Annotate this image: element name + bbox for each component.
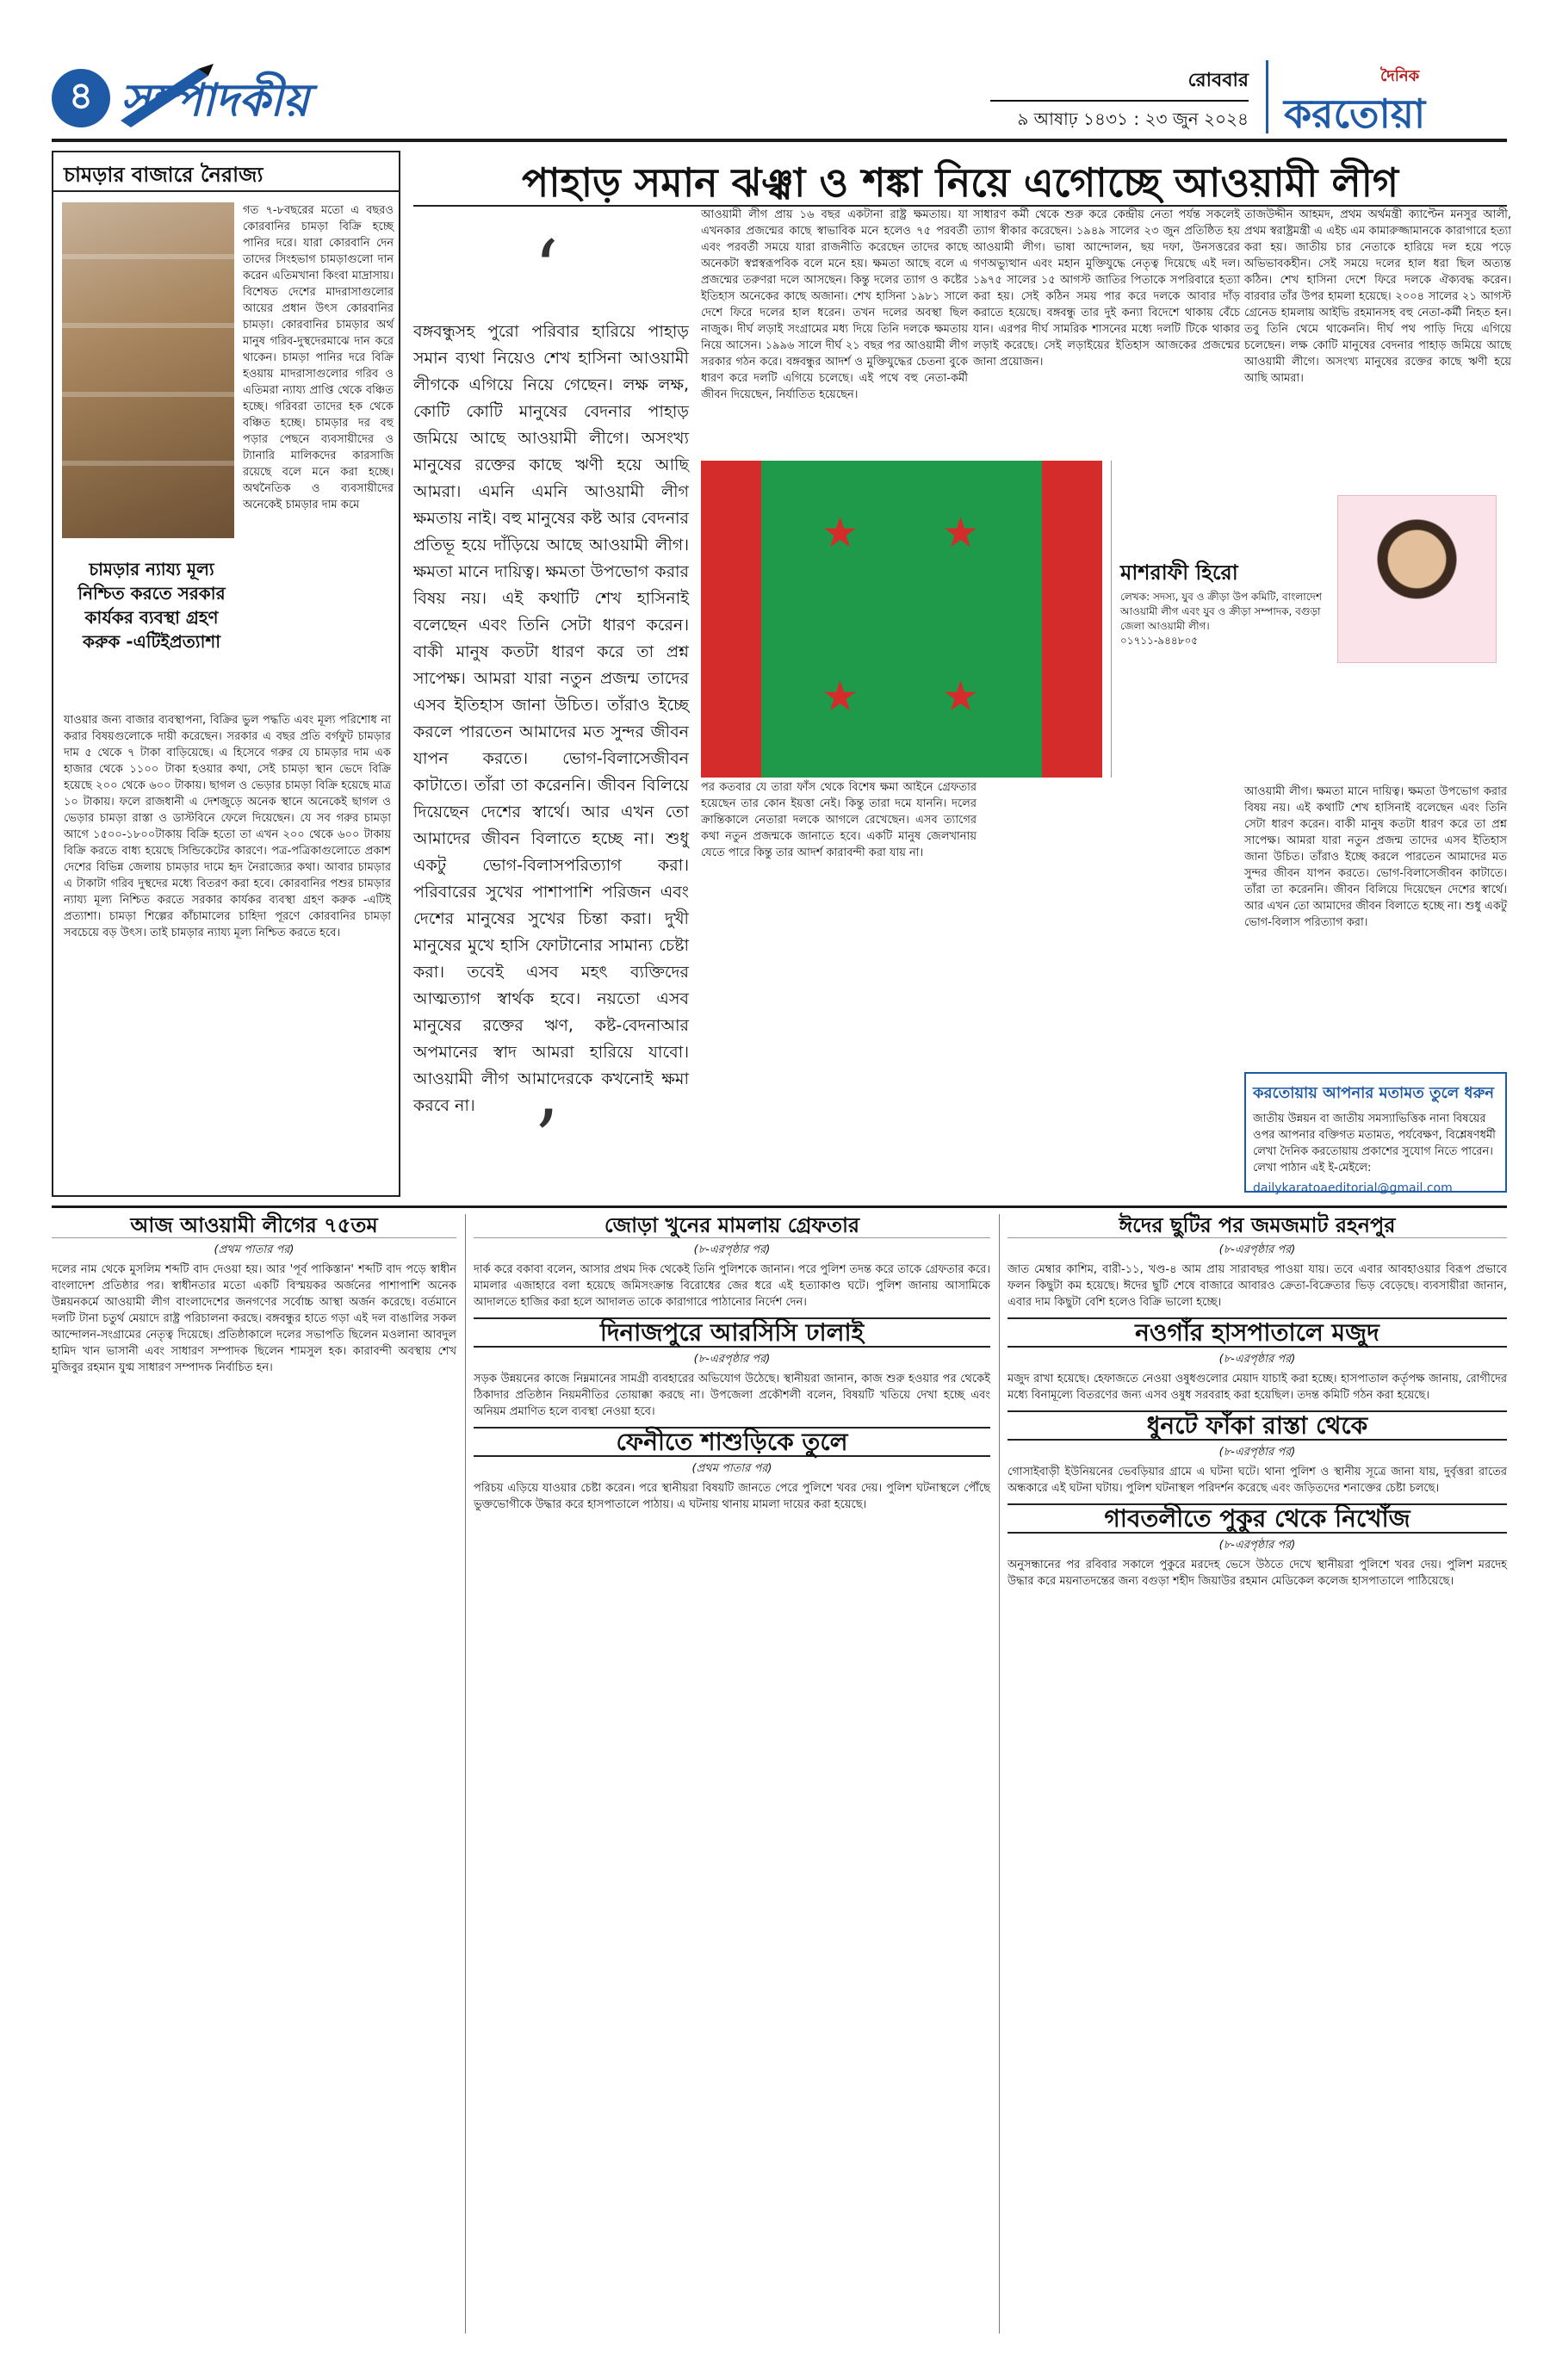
opinion-email-link[interactable]: dailykaratoaeditorial@gmail.com (1253, 1181, 1453, 1195)
leather-photo (62, 202, 234, 538)
date-day: রোববার (990, 65, 1249, 102)
sidebar-top-text: গত ৭-৮বছরের মতো এ বছরও কোরবানির চামড়া বিক্রি হচ্ছে পানির দরে। যারা কোরবানি দেন তাদের সিংহভাগ চামড়াগুলো দান করেন এতিমখানা কিংবা মাদ্রাসায়। বিশেষত দেশের মাদরাসাগুলোর আয়ের প্রধান উৎস কোরবানির চামড়া। কোরবানির চামড়ার অর্থ মানুষ গরিব-দুস্থদেরমাঝে দান করে থাকেন। চামড়া পানির দরে বিক্রি হওয়ায় মাদরাসাগুলোর গরিব ও এতিমরা ন্যায্য প্রাপ্তি থেকে বঞ্চিত হচ্ছে। গরিবরা তাদের হক থেকে বঞ্চিত হচ্ছে। চামড়ার দর বহু পড়ার পেছনে ব্যবসায়ীদের ও ট্যানারি মালিকদের কারসাজি রয়েছে বলে মনে করা হচ্ছে। অথনৈতিক ও ব্যবসায়ীদের অনেকেই চামড়ার দাম কমে (243, 204, 394, 511)
star-icon: ★ (942, 672, 980, 721)
news-column-3 (1008, 1214, 1507, 1590)
sidebar-editorial (52, 151, 400, 1197)
party-flag-image (701, 461, 1102, 778)
news-continuation-note: (৮-এরপৃষ্ঠার পর) (1218, 1353, 1296, 1366)
news-headline: আজ আওয়ামী লীগের ৭৫তম (52, 1214, 456, 1238)
column-divider (999, 1214, 1000, 2334)
star-icon: ★ (822, 509, 859, 557)
pull-quote-text: বঙ্গবন্ধুসহ পুরো পরিবার হারিয়ে পাহাড় সমান ব্যথা নিয়েও শেখ হাসিনা আওয়ামী লীগকে এগিয়ে নিয়ে গেছেন। লক্ষ লক্ষ, কোটি কোটি মানুষের বেদনার পাহাড় জমিয়ে আছে আওয়ামী লীগে। অসংখ্য মানুষের রক্তের কাছে ঋণী হয়ে আছি আমরা। এমনি এমনি আওয়ামী লীগ ক্ষমতায় নাই। বহু মানুষের কষ্ট আর বেদনার প্রতিভূ হয়ে দাঁড়িয়ে আছে আওয়ামী লীগ। ক্ষমতা মানে দায়িত্ব। ক্ষমতা উপভোগ করার বিষয় নয়। এই কথাটি শেখ হাসিনাই বলেছেন এবং তিনি সেটা ধারণ করেন। বাকী মানুষ কতটা ধারণ করে তা প্রশ্ন সাপেক্ষ। আমরা যারা নতুন প্রজন্ম তাদের এসব ইতিহাস জানা উচিত। তাঁরাও ইচ্ছে করলে পারতেন আমাদের মত সুন্দর জীবন যাপন করতে। ভোগ-বিলাসেজীবন কাটাতে। তাঁরা তা করেননি। জীবন বিলিয়ে দিয়েছেন দেশের স্বার্থে। আর এখন তো আমাদের জীবন বিলাতে হচ্ছে না। শুধু একটু ভোগ-বিলাসপরিত্যাগ করা। পরিবারের সুখের পাশাপাশি পরিজন এবং দেশের মানুষের সুখের চিন্তা করা। দুখী মানুষের মুখে হাসি ফোটানোর সামান্য চেষ্টা করা। তবেই এসব মহৎ ব্যক্তিদের আত্মত্যাগ স্বার্থক হবে। নয়তো এসব মানুষের রক্তের ঋণ, কষ্ট-বেদনাআর অপমানের স্বাদ আমরা হারিয়ে যাবো। আওয়ামী লীগ আমাদেরকে কখনোই ক্ষমা করবে না। (413, 322, 689, 1115)
opinion-box (1244, 1072, 1507, 1193)
opinion-body: জাতীয় উন্নয়ন বা জাতীয় সমস্যাভিত্তিক নানা বিষয়ের ওপর আপনার বক্তিগত মতামত, পর্যবেক্ষণ, বিশ্লেষণধর্মী লেখা দৈনিক করতোয়ায় প্রকাশের সুযোগ নিতে পারেন। লেখা পাঠান এই ই-মেইলে: (1253, 1113, 1496, 1175)
article-continuation: পর কতবার যে তারা ফাঁস থেকে বিশেষ ক্ষমা আইনে গ্রেফতার হয়েছেন তার কোন ইয়ত্তা নেই। কিন্তু তারা দমে যাননি। দলের ক্রান্তিকালে নেতারা দলকে আগলে রেখেছেন। এসব ত্যাগের কথা নতুন প্রজন্মকে জানাতে হবে। একটি মানুষ জেলখানায় যেতে পারে কিন্তু তার আদর্শ কারাবন্দী করা যায় না। (701, 781, 976, 859)
news-headline: ঈদের ছুটির পর জমজমাট রহনপুর (1008, 1214, 1507, 1238)
newspaper-logo (1266, 60, 1507, 137)
news-continuation-note: (৮-এরপৃষ্ঠার পর) (1218, 1243, 1296, 1256)
news-headline: ধুনটে ফাঁকা রাস্তা থেকে (1008, 1410, 1507, 1441)
star-icon: ★ (942, 509, 980, 557)
article-column-3: তাজউদ্দীন আহমদ, প্রথম অর্থমন্ত্রী ক্যাপ্টেন মনসুর আলী, প্রথম স্বরাষ্ট্রমন্ত্রী এ এইচ এম কামারুজ্জামানকে কারাগারে হত্যা করা হয়। জাতীয় চার নেতাকে হারিয়ে দল হয়ে পড়ে অভিভাবকহীন। সেই সময়ে দলের হাল ধরা ছিল অত্যন্ত কঠিন। শেখ হাসিনা দেশে ফিরে দলকে ঐক্যবদ্ধ করেন। বারবার তাঁর উপর হামলা হয়েছে। ২০০৪ সালের ২১ আগস্ট গ্রেনেড হামলায় আইভি রহমানসহ বহু নেতা-কর্মী নিহত হন। তবু তিনি থেমে থাকেননি। দীর্ঘ পথ পাড়ি দিয়ে এগিয়ে চলেছেন। লক্ষ কোটি মানুষের বেদনার পাহাড় জমিয়ে আছে আওয়ামী লীগে। অসংখ্য মানুষের রক্তের কাছে ঋণী হয়ে আছি আমরা। (1244, 208, 1511, 385)
open-quote-mark: ‘ (534, 224, 559, 314)
news-body: দার্ক করে বকাবা বলেন, আসার প্রথম দিক থেকেই তিনি পুলিশকে জানান। পরে পুলিশ তদন্ত করে তাকে গ্রেফতার করে। মামলার এজাহারে বলা হয়েছে জমিসংক্রান্ত বিরোধের জের ধরে এই হত্যাকাণ্ড ঘটে। পুলিশ জানায় আসামিকে আদালতে হাজির করা হলে আদালত তাকে কারাগারে পাঠানোর নির্দেশ দেন। (474, 1263, 990, 1309)
sidebar-body-text: যাওয়ার জন্য বাজার ব্যবস্থাপনা, বিক্রির ভুল পদ্ধতি এবং মূল্য পরিশোধ না করার বিষয়গুলোকে দায়ী করেছেন। সরকার এ বছর প্রতি বর্গফুট চামড়ার দাম ৫ থেকে ৭ টাকা বাড়িয়েছে। এ হিসেবে গরুর যে চামড়ার দাম এক হাজার থেকে ১১০০ টাকা হওয়ার কথা, সেই চামড়া স্থান ভেদে বিক্রি হয়েছে ২০০ থেকে ৬০০ টাকায়। ছাগল ও ভেড়ার চামড়া বিক্রি হয়েছে মাত্র ১০ টাকায়। ফলে রাজধানী এ দেশজুড়ে অনেক স্থানে অনেকেই ছাগল ও ভেড়ার চামড়া রাস্তা ও ডাস্টবিনে ফেলে দিয়েছেন। যে সব গরুর চামড়া আগে ১৫০০-১৮০০টাকায় বিক্রি হতো তা এখন ২০০ থেকে ৬০০ টাকায় বিক্রি করতে বাধ্য হয়েছে সিন্ডিকেটের কারণে। পত্র-পত্রিকাগুলোতে প্রকাশ দেশের বিভিন্ন জেলায় চামড়ার দামে হৃদ নৈরাজ্যের কথা। আবার চামড়ার এ টাকাটা গরিব দুস্থদের মধ্যে বিতরণ করা হবে। কোরবানির পশুর চামড়ার ন্যায্য মূল্য নিশ্চিত করতে সরকার কার্যকর ব্যবস্থা গ্রহণ করুক -এটিই প্রত্যাশা। চামড়া শিল্পের কাঁচামালের চাহিদা পূরণে কোরবানির চামড়া সবচেয়ে বড় উৎস। তাই চামড়ার ন্যায্য মূল্য নিশ্চিত করতে হবে। (64, 714, 391, 939)
main-headline: পাহাড় সমান ঝঞ্ঝা ও শঙ্কা নিয়ে এগোচ্ছে আওয়ামী লীগ (413, 153, 1507, 207)
news-column-2 (474, 1214, 990, 1513)
news-continuation-note: (প্রথম পাতার পর) (691, 1462, 772, 1475)
author-name: মাশরাফী হিরো (1120, 561, 1238, 585)
date-block (990, 65, 1249, 135)
news-continuation-note: (৮-এরপৃষ্ঠার পর) (1218, 1539, 1296, 1552)
news-body: গোসাইবাড়ী ইউনিয়নের ভেবড়িয়ার গ্রামে এ ঘটনা ঘটে। থানা পুলিশ ও স্থানীয় সূত্রে জানা যায়, দুর্বৃত্তরা রাতের অন্ধকারে এই ঘটনা ঘটায়। পুলিশ ঘটনাস্থল পরিদর্শন করেছে এবং জড়িতদের শনাক্তের চেষ্টা চলছে। (1008, 1466, 1507, 1495)
masthead (52, 60, 1507, 142)
date-line: ৯ আষাঢ় ১৪৩১ : ২৩ জুন ২০২৪ (1017, 108, 1249, 129)
author-box (1111, 461, 1507, 778)
author-photo (1337, 495, 1497, 663)
pull-quote-column (413, 224, 689, 1188)
author-phone: ০১৭১১-৯৪৪৮০৫ (1120, 635, 1199, 647)
article-column-1: আওয়ামী লীগ প্রায় ১৬ বছর একটানা রাষ্ট্র ক্ষমতায়। যা এখনকার প্রজন্মের কাছে স্বাভাবিক মনে হলেও ৭৫ পরবর্তী এবং পরবর্তী সময়ে যারা রাজনীতি করেছেন তাদের কাছে অনেকটা স্বপ্নস্বরূপবিক বলে মনে হয়। ক্ষমতা আছে বলে এ প্রজন্মের তরুণরা দলে আসছেন। কিন্তু দলের ত্যাগ ও কষ্টের ইতিহাস অনেকের কাছে অজানা। শেখ হাসিনা ১৯৮১ সালে দেশে ফিরে দলের হাল ধরেন। তখন দলের অবস্থা ছিল নাজুক। দীর্ঘ লড়াই সংগ্রামের মধ্য দিয়ে তিনি দলকে ক্ষমতায় নিয়ে আসেন। ১৯৯৬ সালে দীর্ঘ ২১ বছর পর আওয়ামী লীগ সরকার গঠন করে। বঙ্গবন্ধুর আদর্শ ও মুক্তিযুদ্ধের চেতনা বুকে ধারণ করে দলটি এগিয়ে চলেছে। এই পথে বহু নেতা-কর্মী জীবন দিয়েছেন, নির্যাতিত হয়েছেন। (701, 208, 968, 401)
article-column-2: সাধারণ কর্মী থেকে শুরু করে কেন্দ্রীয় নেতা পর্যন্ত সকলেই ত্যাগ স্বীকার করেছেন। ১৯৪৯ সালের ২৩ জুন প্রতিষ্ঠিত হয় আওয়ামী লীগ। ভাষা আন্দোলন, ছয় দফা, উনসত্তরের গণঅভ্যুত্থান এবং মহান মুক্তিযুদ্ধে নেতৃত্ব দিয়েছে এই দল। ১৯৭৫ সালের ১৫ আগস্ট জাতির পিতাকে সপরিবারে হত্যা করা হয়। সেই কঠিন সময় পার করে দলকে আবার দাঁড় করাতে হয়েছে। বঙ্গবন্ধু তার দুই কন্যা বিদেশে থাকায় বেঁচে যান। এরপর দীর্ঘ সামরিক শাসনের মধ্যে দলটি টিকে থাকার লড়াই করেছে। সেই লড়াইয়ের ইতিহাস আজকের প্রজন্মের জানা প্রয়োজন। (973, 208, 1240, 369)
news-column-1 (52, 1214, 456, 1376)
news-body: অনুসন্ধানের পর রবিবার সকালে পুকুরে মরদেহ ভেসে উঠতে দেখে স্থানীয়রা পুলিশে খবর দেয়। পুলিশ মরদেহ উদ্ধার করে ময়নাতদন্তের জন্য বগুড়া শহীদ জিয়াউর রহমান মেডিকেল কলেজ হাসপাতালে পাঠিয়েছে। (1008, 1559, 1507, 1588)
news-headline: গাবতলীতে পুকুর থেকে নিখোঁজ (1008, 1503, 1507, 1534)
close-quote-mark: ’ (534, 1094, 559, 1184)
news-headline: দিনাজপুরে আরসিসি ঢালাই (474, 1317, 990, 1348)
news-body: পরিচয় এড়িয়ে যাওয়ার চেষ্টা করেন। পরে স্থানীয়রা বিষয়টি জানতে পেরে পুলিশে খবর দেয়। পুলিশ ঘটনাস্থলে পৌঁছে ভুক্তভোগীকে উদ্ধার করে হাসপাতালে পাঠায়। এ ঘটনায় থানায় মামলা দায়ের করা হয়েছে। (474, 1482, 990, 1511)
section-divider (52, 1205, 1507, 1208)
news-headline: নওগাঁর হাসপাতালে মজুদ (1008, 1317, 1507, 1348)
brand-small: দৈনিক (1380, 67, 1420, 85)
author-meta (1120, 590, 1327, 648)
news-headline: জোড়া খুনের মামলায় গ্রেফতার (474, 1214, 990, 1238)
opinion-title: করতোয়ায় আপনার মতামত তুলে ধরুন (1253, 1084, 1495, 1102)
article-right-continuation: আওয়ামী লীগ। ক্ষমতা মানে দায়িত্ব। ক্ষমতা উপভোগ করার বিষয় নয়। এই কথাটি শেখ হাসিনাই বলেছেন এবং তিনি সেটা ধারণ করেন। বাকী মানুষ কতটা ধারণ করে তা প্রশ্ন সাপেক্ষ। আমরা যারা নতুন প্রজন্ম তাদের এসব ইতিহাস জানা উচিত। তাঁরাও ইচ্ছে করলে পারতেন আমাদের মত সুন্দর জীবন যাপন করতে। ভোগ-বিলাসেজীবন কাটাতে। তাঁরা তা করেননি। জীবন বিলিয়ে দিয়েছেন দেশের স্বার্থে। আর এখন তো আমাদের জীবন বিলাতে হচ্ছে না। শুধু একটু ভোগ-বিলাস পরিত্যাগ করা। (1244, 785, 1507, 929)
news-body: জাত মেম্বার কাশিম, বারী-১১, খণ্ড-৪ আম প্রায় সারাবছর পাওয়া যায়। তবে এবার আবহাওয়ার বিরূপ প্রভাবে ফলন কিছুটা কম হয়েছে। ঈদের ছুটি শেষে বাজারে আবারও ক্রেতা-বিক্রেতার ভিড় বেড়েছে। ব্যবসায়ীরা জানান, এবার দাম কিছুটা বেশি হলেও বিক্রি ভালো হচ্ছে। (1008, 1263, 1507, 1309)
news-headline: ফেনীতে শাশুড়িকে তুলে (474, 1427, 990, 1457)
news-body: মজুদ রাখা হয়েছে। হেফাজতে নেওয়া ওষুধগুলোর মেয়াদ যাচাই করা হচ্ছে। হাসপাতাল কর্তৃপক্ষ জানায়, রোগীদের মধ্যে বিনামূল্যে বিতরণের জন্য এসব ওষুধ সরবরাহ করা হয়েছিল। তদন্ত কমিটি গঠন করা হয়েছে। (1008, 1373, 1507, 1402)
news-continuation-note: (৮-এরপৃষ্ঠার পর) (693, 1243, 771, 1256)
author-description: লেখক: সদস্য, যুব ও ক্রীড়া উপ কমিটি, বাংলাদেশ আওয়ামী লীগ এবং যুব ও ক্রীড়া সম্পাদক, বগুড়া জেলা আওয়ামী লীগ। (1120, 591, 1322, 632)
sidebar-title: চামড়ার বাজারে নৈরাজ্য (53, 152, 399, 192)
news-body: দলের নাম থেকে মুসলিম শব্দটি বাদ দেওয়া হয়। আর 'পূর্ব পাকিস্তান' শব্দটি বাদ পড়ে স্বাধীন বাংলাদেশ প্রতিষ্ঠার পর। স্বাধীনতার মতো একটি বিস্ময়কর অর্জনের পাশাপাশি অনেক উন্নয়নকর্মে আওয়ামী লীগ বাংলাদেশের জনগণের সর্বোচ্চ আস্থা অর্জন করেছে। বর্তমানে দলটি টানা চতুর্থ মেয়াদে রাষ্ট্র পরিচালনা করছে। বঙ্গবন্ধুর হাতে গড়া এই দল বাঙালির সকল আন্দোলন-সংগ্রামের নেতৃত্ব দিয়েছে। প্রতিষ্ঠাকালে দলের সভাপতি ছিলেন মওলানা আবদুল হামিদ খান ভাসানী এবং সাধারণ সম্পাদক ছিলেন শামসুল হক। কারাবন্দী অবস্থায় শেখ মুজিবুর রহমান যুগ্ম সাধারণ সম্পাদক নির্বাচিত হন। (52, 1263, 456, 1374)
news-continuation-note: (৮-এরপৃষ্ঠার পর) (1218, 1446, 1296, 1459)
news-body: সড়ক উন্নয়নের কাজে নিম্নমানের সামগ্রী ব্যবহারের অভিযোগ উঠেছে। স্থানীয়রা জানান, কাজ শুরু হওয়ার পর থেকেই ঠিকাদার প্রতিষ্ঠান নিয়মনীতির তোয়াক্কা করছে না। উপজেলা প্রকৌশলী বলেন, বিষয়টি খতিয়ে দেখা হচ্ছে এবং অনিয়ম প্রমাণিত হলে ব্যবস্থা নেওয়া হবে। (474, 1373, 990, 1418)
sidebar-pull-quote: চামড়ার ন্যায্য মূল্য নিশ্চিত করতে সরকার কার্যকর ব্যবস্থা গ্রহণ করুক -এটিইপ্রত্যাশা (78, 559, 226, 652)
section-title: সম্পাদকীয় (121, 74, 309, 127)
news-continuation-note: (৮-এরপৃষ্ঠার পর) (693, 1353, 771, 1366)
column-divider (465, 1214, 466, 2334)
brand-name: করতোয়া (1284, 90, 1426, 137)
news-continuation-note: (প্রথম পাতার পর) (214, 1243, 294, 1256)
star-icon: ★ (822, 672, 859, 721)
page-number-badge: ৪ (52, 69, 110, 127)
